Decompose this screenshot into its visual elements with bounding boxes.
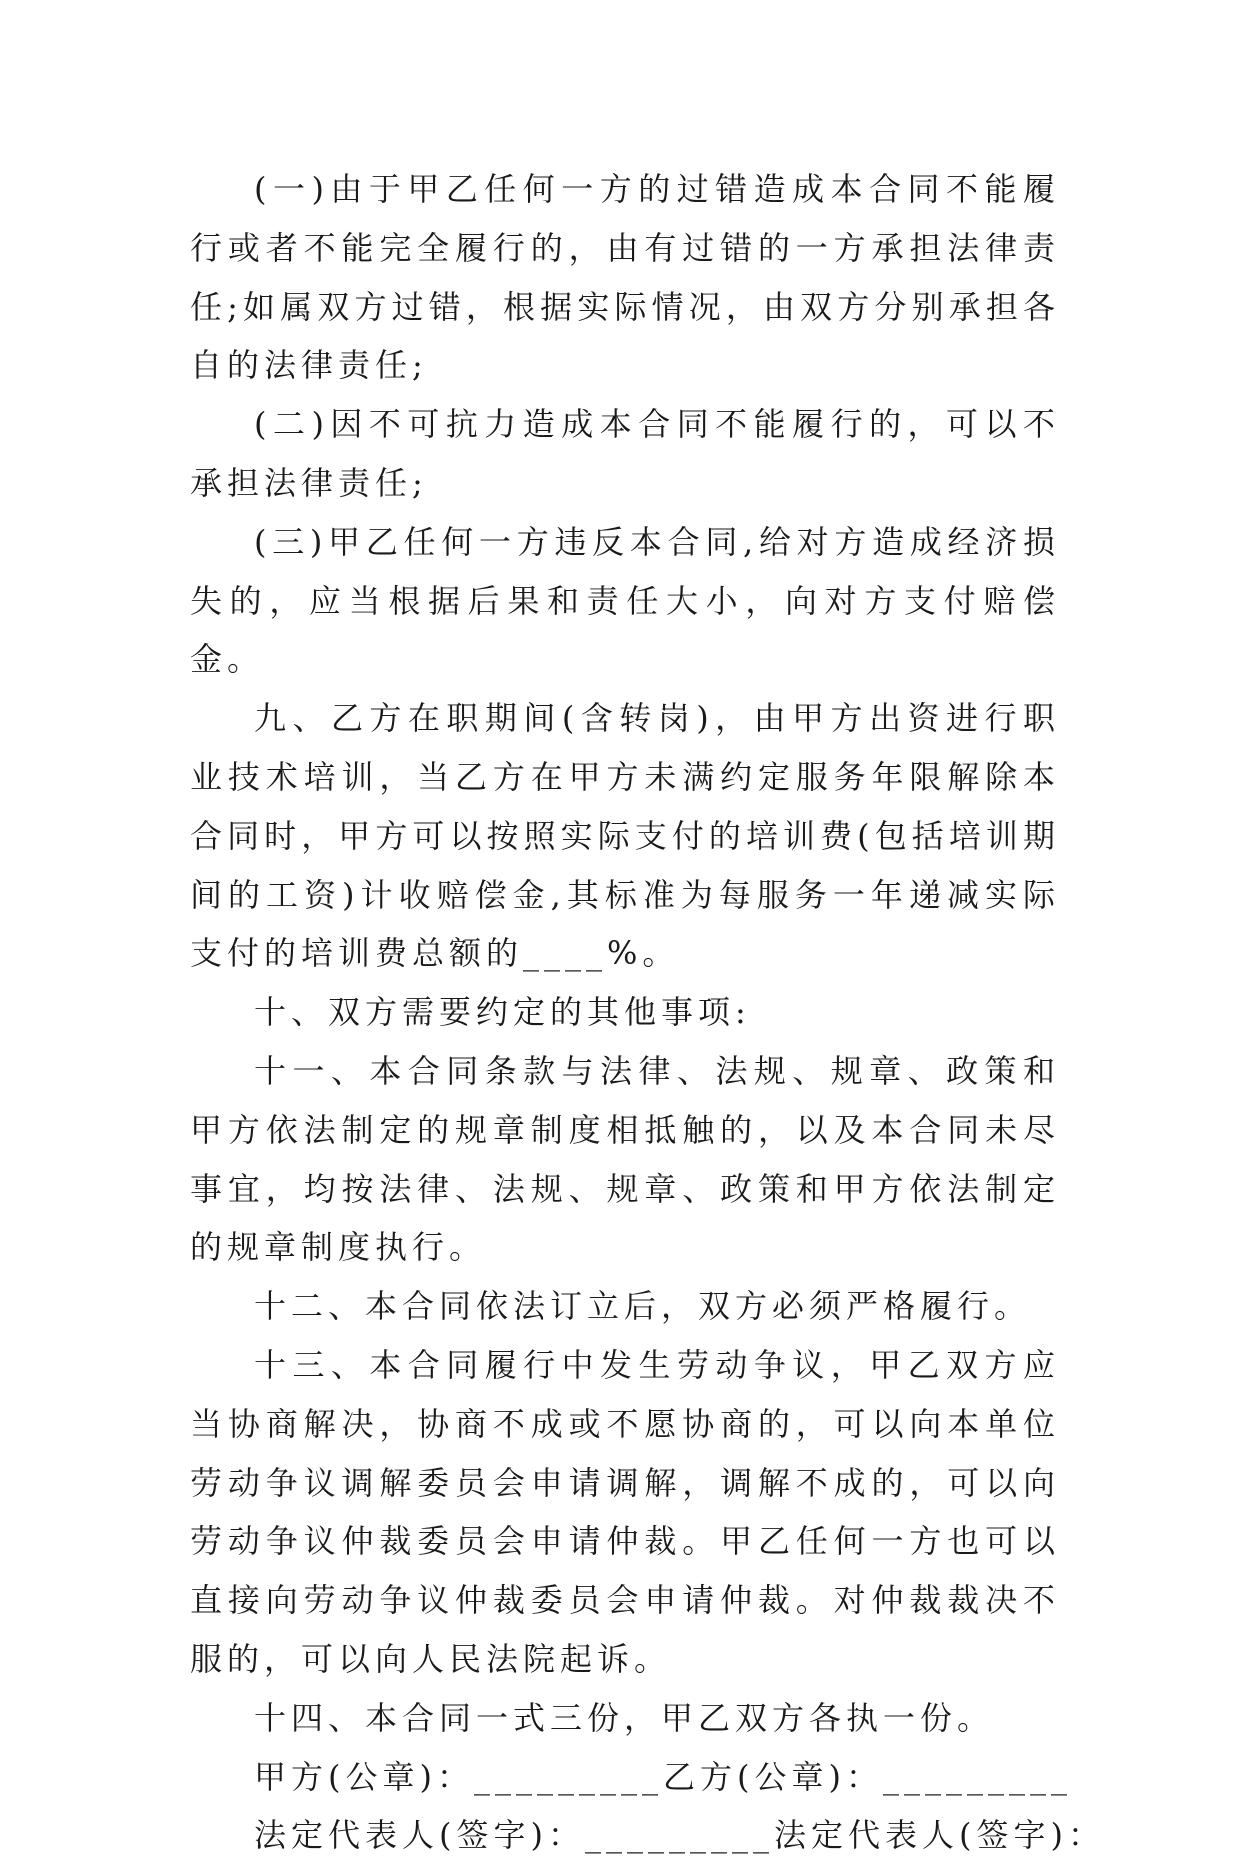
article-14: 十四、本合同一式三份，甲乙双方各执一份。: [254, 1698, 995, 1737]
article-9: 九、乙方在职期间(含转岗)，由甲方出资进行职业技术培训，当乙方在甲方未满约定服务年限解除本合同时，甲方可以按照实际支付的培训费(包括培训期间的工资)计收赔偿金,其标准为每服务一年递减实际支付的培训费总额的____%。: [190, 699, 1060, 973]
article-11: 十一、本合同条款与法律、法规、规章、政策和甲方依法制定的规章制度相抵触的，以及本合同未尽事宜，均按法律、法规、规章、政策和甲方依法制定的规章制度执行。: [190, 1051, 1060, 1267]
signature-line: 法定代表人(签字)：_________法定代表人(签字)：: [254, 1816, 1105, 1855]
article-13: 十三、本合同履行中发生劳动争议，甲乙双方应当协商解决，协商不成或不愿协商的，可以向本单位劳动争议调解委员会申请调解，调解不成的，可以向劳动争议仲裁委员会申请仲裁。甲乙任何一方也可以直接向劳动争议仲裁委员会申请仲裁。对仲裁裁决不服的，可以向人民法院起诉。: [190, 1345, 1060, 1678]
clause-1: (一)由于甲乙任何一方的过错造成本合同不能履行或者不能完全履行的，由有过错的一方承担法律责任;如属双方过错，根据实际情况，由双方分别承担各自的法律责任;: [190, 170, 1060, 385]
document-body: [190, 160, 1105, 1865]
clause-3: (三)甲乙任何一方违反本合同,给对方造成经济损失的，应当根据后果和责任大小，向对方支付赔偿金。: [190, 522, 1060, 679]
article-12: 十二、本合同依法订立后，双方必须严格履行。: [254, 1287, 1032, 1326]
seal-line: 甲方(公章)：_________乙方(公章)：_________: [254, 1757, 1072, 1796]
article-10: 十、双方需要约定的其他事项:: [254, 993, 751, 1032]
clause-2: (二)因不可抗力造成本合同不能履行的，可以不承担法律责任;: [190, 405, 1060, 502]
